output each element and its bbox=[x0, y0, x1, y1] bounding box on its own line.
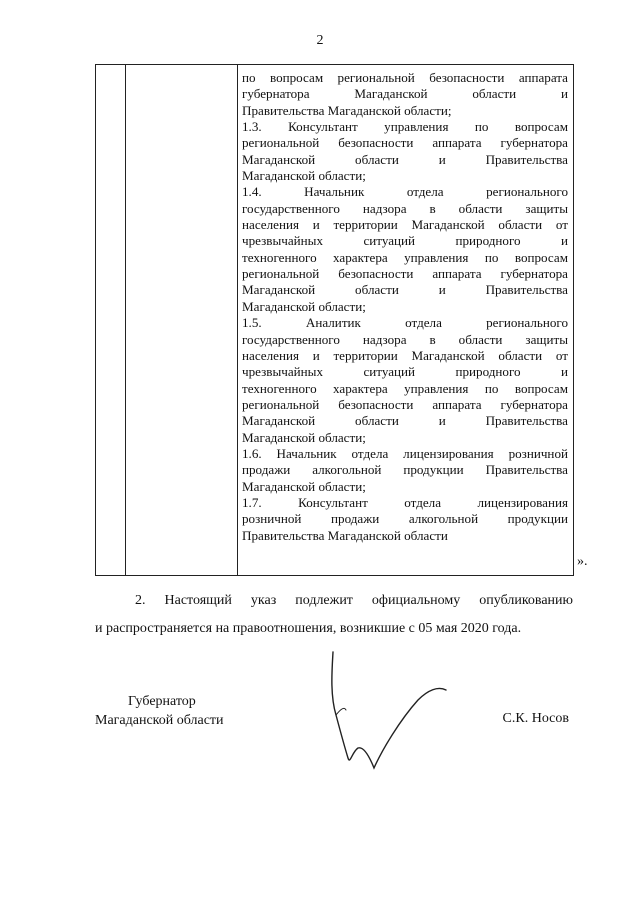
table-text-line: 1.6. Начальник отдела лицензирования розничной bbox=[242, 445, 568, 461]
table-text-line: Магаданской области и Правительства bbox=[242, 282, 568, 298]
table-text-line: Магаданской области; bbox=[242, 298, 366, 314]
signatory-title-line-1: Губернатор bbox=[128, 694, 196, 709]
paragraph-2-line-2: и распространяется на правоотношения, возникшие с 05 мая 2020 года. bbox=[95, 621, 522, 636]
table-text-line: 1.4. Начальник отдела регионального bbox=[242, 184, 568, 200]
table-text-line: чрезвычайных ситуаций природного и bbox=[242, 233, 568, 249]
closing-quote: ». bbox=[577, 554, 588, 569]
table-cell-positions-list bbox=[242, 70, 568, 544]
table-text-line: Магаданской области; bbox=[242, 478, 366, 494]
table-text-line: Магаданской области и Правительства bbox=[242, 413, 568, 429]
table-text-line: населения и территории Магаданской области от bbox=[242, 347, 568, 363]
page-number: 2 bbox=[316, 33, 324, 48]
table-text-line: Правительства Магаданской области bbox=[242, 527, 448, 543]
table-text-line: техногенного характера управления по вопросам bbox=[242, 249, 568, 265]
table-text-line: Магаданской области; bbox=[242, 168, 366, 184]
table-text-line: региональной безопасности аппарата губернатора bbox=[242, 135, 568, 151]
table-column-divider bbox=[125, 65, 126, 575]
table-text-line: государственного надзора в области защиты bbox=[242, 331, 568, 347]
table-text-line: Правительства Магаданской области; bbox=[242, 102, 452, 118]
table-text-line: 1.7. Консультант отдела лицензирования bbox=[242, 494, 568, 510]
table-text-line: региональной безопасности аппарата губернатора bbox=[242, 396, 568, 412]
table-text-line: чрезвычайных ситуаций природного и bbox=[242, 364, 568, 380]
table-text-line: техногенного характера управления по вопросам bbox=[242, 380, 568, 396]
table-text-line: 1.3. Консультант управления по вопросам bbox=[242, 119, 568, 135]
table-text-line: губернатора Магаданской области и bbox=[242, 86, 568, 102]
table-text-line: населения и территории Магаданской области от bbox=[242, 217, 568, 233]
table-text-line: продажи алкогольной продукции Правительства bbox=[242, 462, 568, 478]
table-text-line: 1.5. Аналитик отдела регионального bbox=[242, 315, 568, 331]
table-text-line: Магаданской области; bbox=[242, 429, 366, 445]
table-text-line: Магаданской области и Правительства bbox=[242, 151, 568, 167]
table-column-divider bbox=[237, 65, 238, 575]
signatory-name: С.К. Носов bbox=[502, 711, 569, 726]
table-text-line: по вопросам региональной безопасности аппарата bbox=[242, 70, 568, 85]
paragraph-2-line-1: 2. Настоящий указ подлежит официальному опубликованию bbox=[135, 593, 573, 608]
handwritten-signature bbox=[300, 640, 460, 785]
table-text-line: розничной продажи алкогольной продукции bbox=[242, 511, 568, 527]
table-text-line: региональной безопасности аппарата губернатора bbox=[242, 266, 568, 282]
table-text-line: государственного надзора в области защиты bbox=[242, 200, 568, 216]
signatory-title-line-2: Магаданской области bbox=[95, 713, 224, 728]
signatory-title bbox=[95, 692, 224, 730]
amendments-table bbox=[95, 64, 574, 576]
